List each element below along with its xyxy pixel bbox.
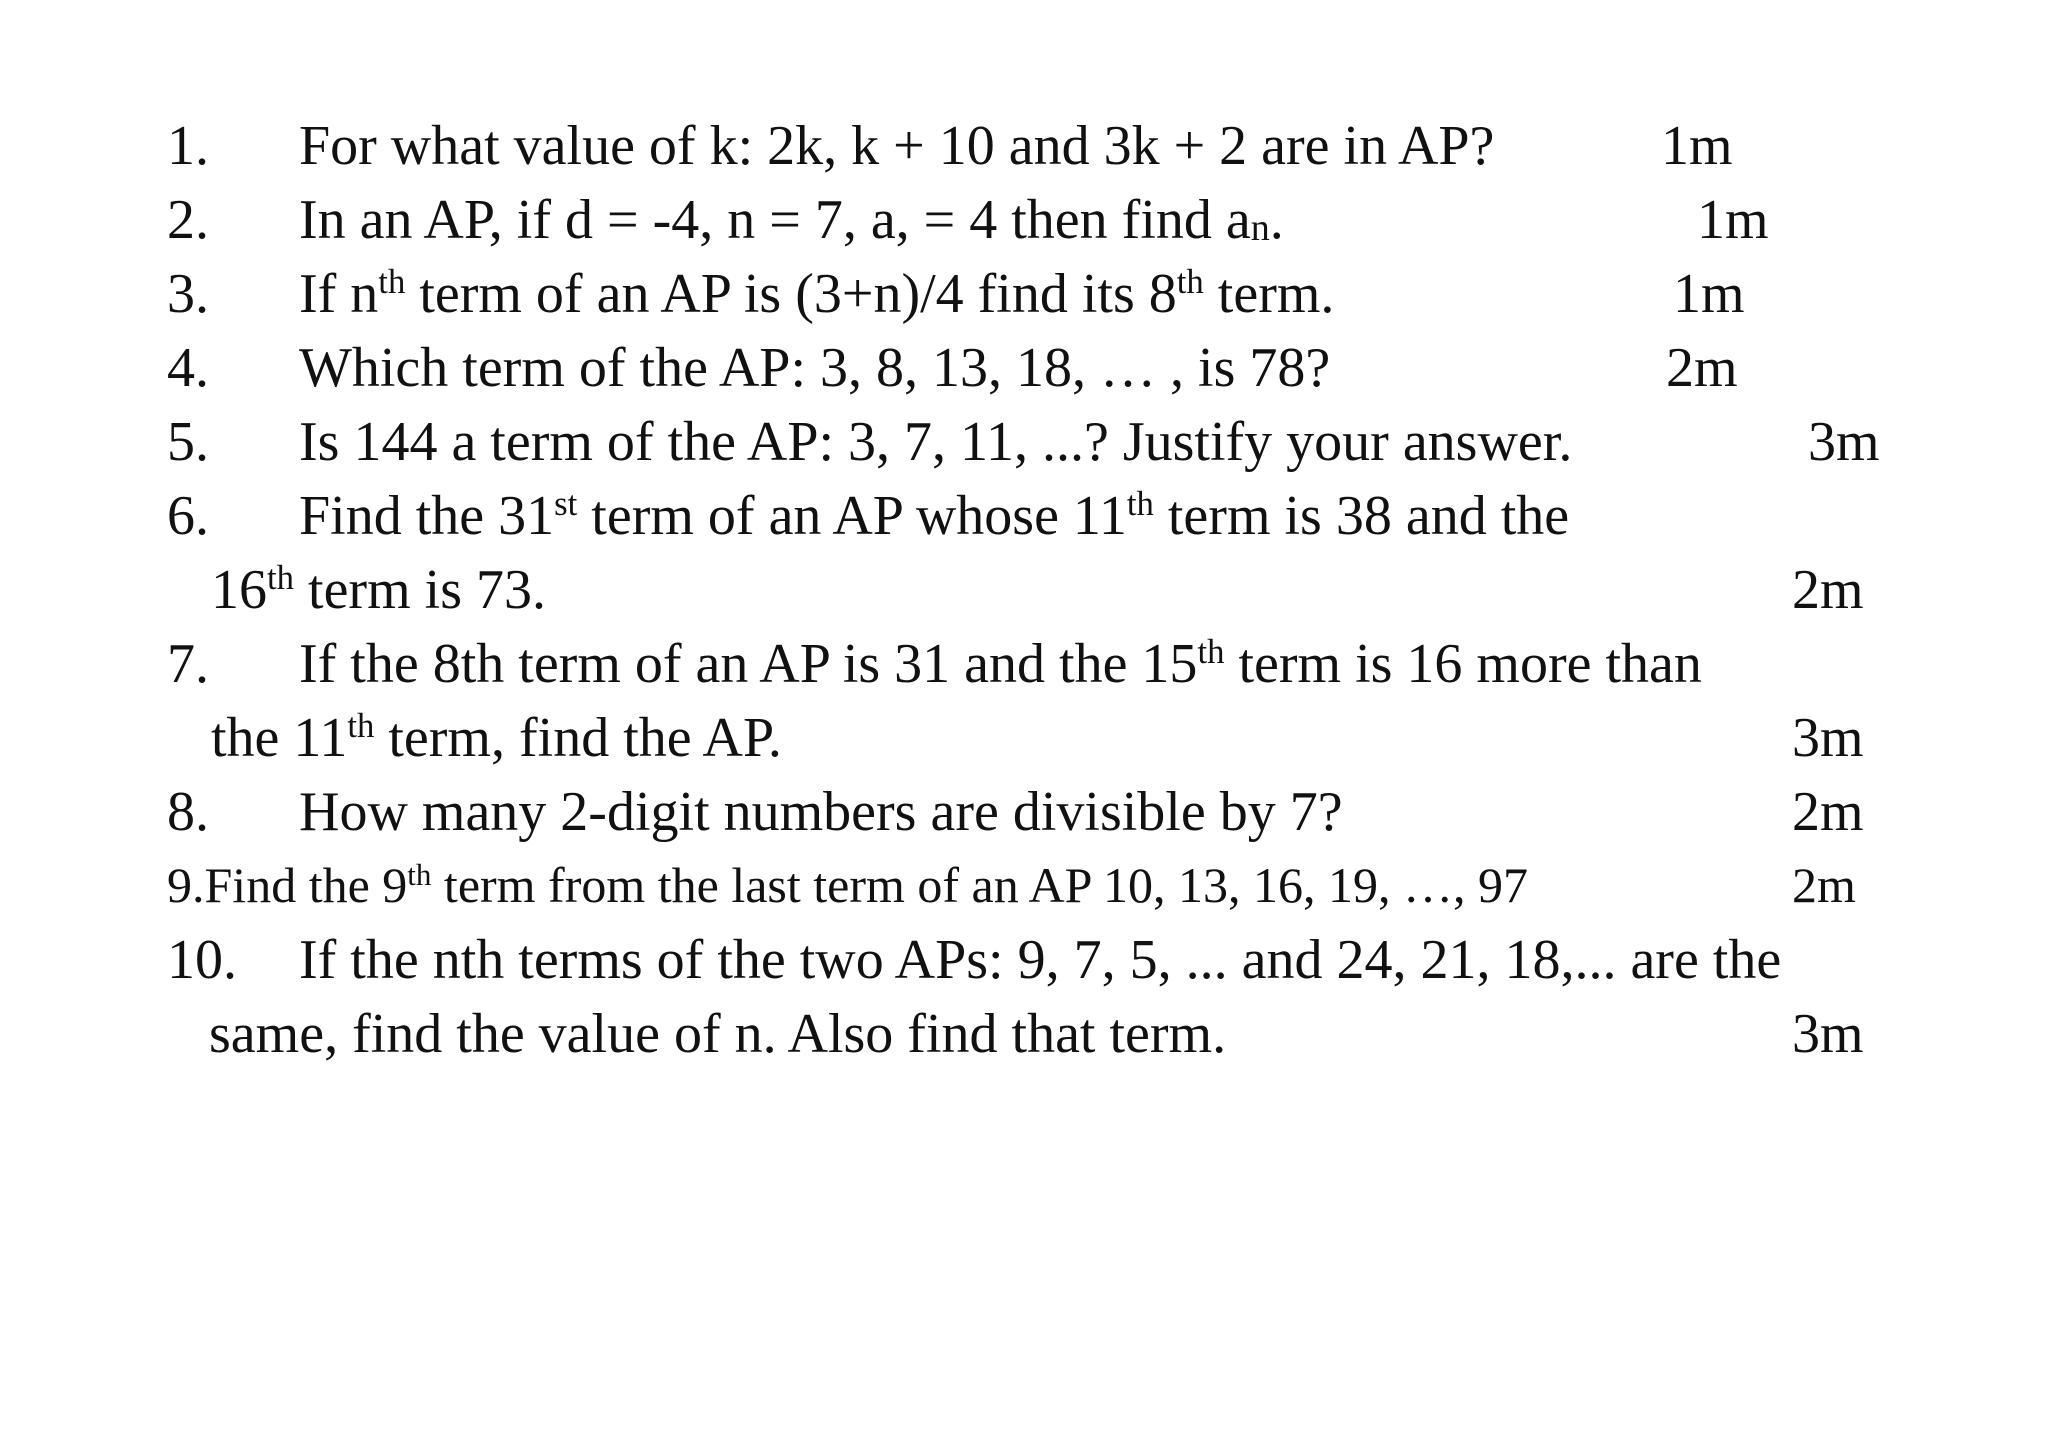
q2-number: 2.: [167, 189, 209, 251]
q5-number: 5.: [167, 411, 209, 473]
q3-text: If $n^{th}$ term of an AP is (3+n)/4 find its 8th term.: [299, 261, 1335, 325]
q10-text: If the nth terms of the two APs: 9, 7, 5, ... and 24, 21, 18,... are the: [299, 929, 1782, 991]
q8-text: How many 2-digit numbers are divisible by 7?: [299, 781, 1343, 843]
q8-number: 8.: [167, 781, 209, 843]
q5-marks: 3m: [1808, 411, 1880, 473]
q1-marks: 1m: [1661, 115, 1733, 177]
q7-text-continued: the 11th term, find the AP.: [211, 705, 782, 769]
q4-number: 4.: [167, 337, 209, 399]
q9-text: 9.Find the 9th term from the last term of an AP 10, 13, 16, 19, …, 97: [167, 856, 1529, 913]
q7-number: 7.: [167, 633, 209, 695]
q7-marks: 3m: [1792, 707, 1864, 769]
q2-marks: 1m: [1697, 189, 1769, 251]
q6-text: Find the 31st term of an AP whose 11th term is 38 and the: [299, 483, 1570, 547]
q10-marks: 3m: [1792, 1003, 1864, 1065]
q6-number: 6.: [167, 485, 209, 547]
q3-number: 3.: [167, 263, 209, 325]
q9-marks: 2m: [1792, 857, 1856, 913]
q5-text: Is 144 a term of the AP: 3, 7, 11, ...? Justify your answer.: [299, 411, 1573, 473]
q8-marks: 2m: [1792, 781, 1864, 843]
q1-number: 1.: [167, 115, 209, 177]
q4-marks: 2m: [1666, 337, 1738, 399]
q6-marks: 2m: [1792, 559, 1864, 621]
q6-text-continued: 16th term is 73.: [211, 557, 546, 621]
q3-marks: 1m: [1673, 263, 1745, 325]
q4-text: Which term of the AP: 3, 8, 13, 18, … , is 78?: [299, 337, 1331, 399]
q10-text-continued: same, find the value of n. Also find that term.: [209, 1003, 1227, 1065]
q1-text: For what value of k: 2k, k + 10 and 3k + 2 are in AP?: [299, 115, 1495, 177]
q10-number: 10.: [167, 929, 237, 991]
q7-text: If the 8th term of an AP is 31 and the 15th term is 16 more than: [299, 631, 1702, 695]
q2-text: In an AP, if d = -4, n = 7, a, = 4 then find $a_n$.: [299, 189, 1284, 251]
